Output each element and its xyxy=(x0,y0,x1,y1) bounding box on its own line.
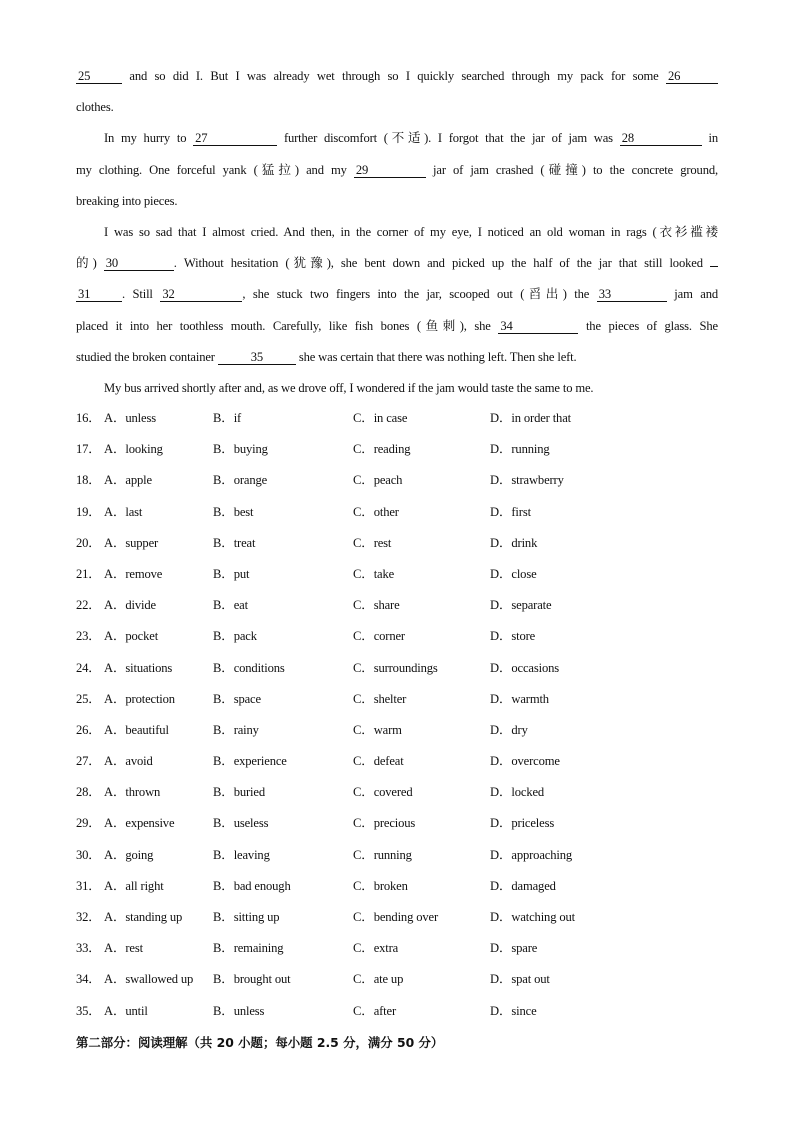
passage-line xyxy=(76,128,718,159)
option-d: D．strawberry xyxy=(490,473,564,488)
option-c: C．peach xyxy=(353,473,403,488)
question-number: 29． xyxy=(76,816,101,831)
option-a: A．unless xyxy=(104,411,156,425)
question-number: 20． xyxy=(76,535,101,550)
passage-line xyxy=(76,253,718,284)
question-number: 27． xyxy=(76,754,101,769)
option-d: D．damaged xyxy=(490,878,556,893)
option-b: B．space xyxy=(213,691,261,706)
option-c: C．reading xyxy=(353,442,411,457)
option-b: B．buried xyxy=(213,785,265,800)
option-d: D．store xyxy=(490,629,536,644)
passage-text: In my hurry to xyxy=(104,131,194,146)
blank-27: 27 xyxy=(193,131,277,146)
question-number: 26． xyxy=(76,722,101,737)
question-number: 25． xyxy=(76,691,101,706)
option-c: C．extra xyxy=(353,941,399,956)
option-b: B．put xyxy=(213,566,250,581)
option-d: D．running xyxy=(490,442,550,457)
option-a: A．protection xyxy=(104,691,175,706)
option-b: B．eat xyxy=(213,598,248,613)
option-d: D．approaching xyxy=(490,847,572,862)
passage-line xyxy=(76,66,718,97)
passage-text: 的) xyxy=(76,256,104,271)
passage-text: studied the broken container xyxy=(76,349,218,364)
option-d: D．separate xyxy=(490,598,552,613)
blank-30: 30 xyxy=(104,256,174,271)
passage-line xyxy=(76,347,718,378)
option-a: A．last xyxy=(104,504,143,519)
option-a: A．divide xyxy=(104,598,156,613)
passage-line xyxy=(76,284,718,315)
passage-line xyxy=(76,97,718,128)
option-c: C．ate up xyxy=(353,972,404,987)
passage-text: my clothing. One forceful yank (猛拉) and my xyxy=(76,162,354,177)
passage-text: placed it into her toothless mouth. Carefully, like fish bones (鱼刺), she xyxy=(76,318,499,333)
option-a: A．remove xyxy=(104,566,163,581)
blank-25: 25 xyxy=(76,69,122,84)
option-b: B．bad enough xyxy=(213,878,291,893)
passage-text: I was so sad that I almost cried. And then, in the corner of my eye, I noticed an old woman in rags (衣衫褴褛 xyxy=(104,224,718,239)
question-number: 18． xyxy=(76,473,101,488)
passage-text: jar of jam crashed (碰撞) to the concrete ground, xyxy=(425,162,719,177)
passage-line xyxy=(76,191,718,222)
option-d: D．spat out xyxy=(490,972,550,987)
section-title: 第二部分：阅读理解（共 20 小题；每小题 2.5 分，满分 50 分） xyxy=(76,1035,444,1050)
option-a: A．swallowed up xyxy=(104,972,194,987)
question-number: 34． xyxy=(76,972,101,987)
blank-32: 32 xyxy=(160,287,242,302)
passage-line xyxy=(76,378,718,409)
option-a: A．expensive xyxy=(104,816,175,831)
option-c: C．share xyxy=(353,598,400,613)
option-b: B．buying xyxy=(213,442,268,457)
option-c: C．precious xyxy=(353,816,416,831)
passage-text: the pieces of glass. She xyxy=(578,318,718,333)
option-c: C．running xyxy=(353,847,412,862)
blank-35: 35 xyxy=(218,350,296,365)
passage-text: jam and xyxy=(666,287,719,302)
option-c: C．other xyxy=(353,504,399,519)
option-b: B．remaining xyxy=(213,941,284,956)
option-a: A．situations xyxy=(104,660,173,675)
option-b: B．leaving xyxy=(213,847,270,862)
option-d: D．watching out xyxy=(490,910,575,924)
option-d: D．overcome xyxy=(490,754,560,769)
option-d: D．in order that xyxy=(490,411,571,425)
passage-text: . Still xyxy=(122,287,161,302)
question-number: 33． xyxy=(76,941,101,956)
option-c: C．in case xyxy=(353,411,408,425)
blank-34: 34 xyxy=(498,319,578,334)
option-a: A．until xyxy=(104,1003,148,1018)
question-number: 17． xyxy=(76,442,101,457)
blank-31-lead xyxy=(710,266,718,267)
option-b: B．pack xyxy=(213,629,257,644)
question-number: 16． xyxy=(76,411,101,425)
option-c: C．warm xyxy=(353,722,402,737)
option-b: B．best xyxy=(213,504,254,519)
option-b: B．orange xyxy=(213,473,268,488)
passage-line xyxy=(76,316,718,347)
passage-line xyxy=(76,160,718,191)
question-number: 28． xyxy=(76,785,101,800)
option-a: A．all right xyxy=(104,878,164,893)
question-number: 35． xyxy=(76,1003,101,1018)
option-a: A．thrown xyxy=(104,785,161,800)
passage-text: My bus arrived shortly after and, as we drove off, I wondered if the jam would taste the same to me. xyxy=(104,380,594,395)
option-c: C．take xyxy=(353,566,395,581)
blank-26: 26 xyxy=(666,69,718,84)
passage-line xyxy=(76,222,718,253)
blank-31: 31 xyxy=(76,287,122,302)
option-a: A．supper xyxy=(104,535,159,550)
option-a: A．avoid xyxy=(104,754,153,769)
option-b: B．sitting up xyxy=(213,910,280,924)
option-a: A．looking xyxy=(104,442,163,457)
passage-text: breaking into pieces. xyxy=(76,193,178,208)
passage-text: and so did I. But I was already wet through so I quickly searched through my pack for some xyxy=(122,69,666,83)
option-a: A．rest xyxy=(104,941,143,956)
option-b: B．unless xyxy=(213,1003,265,1018)
option-d: D．warmth xyxy=(490,691,549,706)
option-c: C．rest xyxy=(353,535,392,550)
passage-text: she was certain that there was nothing left. Then she left. xyxy=(295,349,577,364)
option-d: D．occasions xyxy=(490,660,559,675)
question-number: 24． xyxy=(76,660,101,675)
option-b: B．conditions xyxy=(213,660,285,675)
option-d: D．locked xyxy=(490,785,545,800)
question-number: 31． xyxy=(76,878,101,893)
option-b: B．useless xyxy=(213,816,269,831)
option-c: C．shelter xyxy=(353,691,407,706)
option-a: A．standing up xyxy=(104,910,183,924)
passage-text: in xyxy=(701,131,718,146)
option-c: C．defeat xyxy=(353,754,404,769)
option-d: D．since xyxy=(490,1003,537,1018)
option-d: D．drink xyxy=(490,535,538,550)
question-number: 32． xyxy=(76,910,101,924)
blank-28: 28 xyxy=(620,131,702,146)
option-a: A．beautiful xyxy=(104,722,169,737)
option-c: C．bending over xyxy=(353,910,438,924)
option-d: D．priceless xyxy=(490,816,555,831)
option-c: C．after xyxy=(353,1003,397,1018)
question-number: 23． xyxy=(76,629,101,644)
passage-text: clothes. xyxy=(76,100,114,115)
question-number: 30． xyxy=(76,847,101,862)
option-a: A．pocket xyxy=(104,629,159,644)
option-c: C．covered xyxy=(353,785,413,800)
question-number: 19． xyxy=(76,504,101,519)
blank-29: 29 xyxy=(354,163,426,178)
option-b: B．if xyxy=(213,411,242,425)
option-d: D．first xyxy=(490,504,531,519)
option-c: C．broken xyxy=(353,878,408,893)
option-b: B．experience xyxy=(213,754,287,769)
option-a: A．apple xyxy=(104,473,152,488)
option-c: C．surroundings xyxy=(353,660,438,675)
option-a: A．going xyxy=(104,847,154,862)
blank-33: 33 xyxy=(597,287,667,302)
question-number: 21． xyxy=(76,566,101,581)
option-d: D．dry xyxy=(490,722,528,737)
option-d: D．close xyxy=(490,566,537,581)
option-b: B．brought out xyxy=(213,972,291,987)
option-c: C．corner xyxy=(353,629,405,644)
question-number: 22． xyxy=(76,598,101,613)
passage-text: further discomfort (不适). I forgot that the jar of jam was xyxy=(277,131,620,146)
option-b: B．treat xyxy=(213,535,256,550)
passage-text: , she stuck two fingers into the jar, scooped out (舀出) the xyxy=(242,287,597,302)
cloze-passage xyxy=(76,66,718,409)
option-b: B．rainy xyxy=(213,722,259,737)
option-d: D．spare xyxy=(490,941,538,956)
passage-text: . Without hesitation (犹豫), she bent down and picked up the half of the jar that still looked xyxy=(173,256,710,271)
